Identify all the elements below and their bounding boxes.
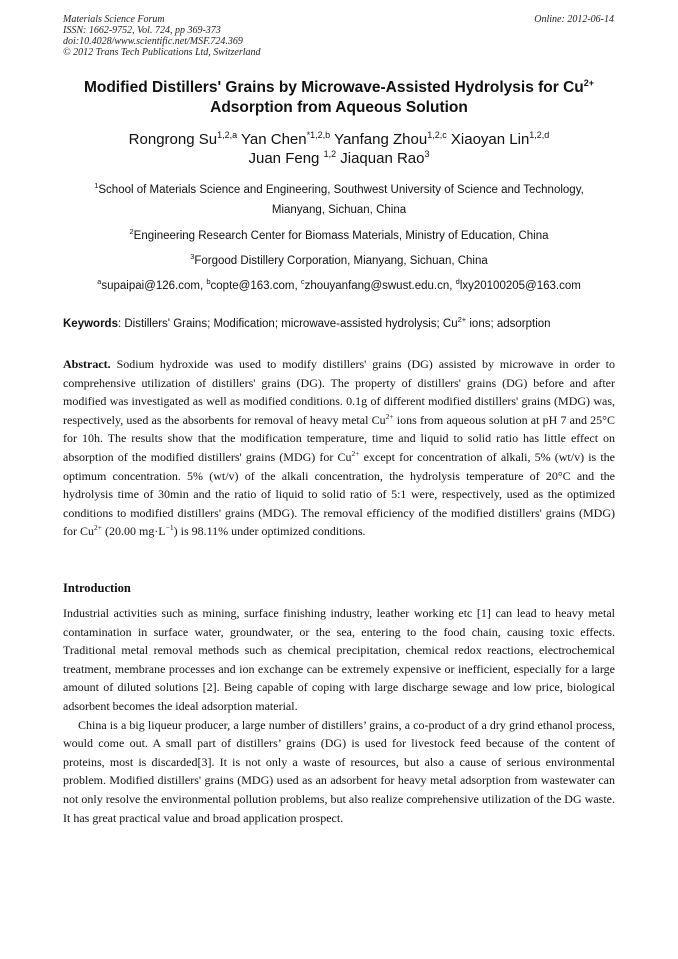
- section-heading-introduction: Introduction: [63, 581, 131, 595]
- copyright-line: © 2012 Trans Tech Publications Ltd, Switzerland: [63, 47, 261, 58]
- paragraph: Industrial activities such as mining, surface finishing industry, leather working etc [1] can lead to heavy metal contamination in surface water, groundwater, or the sea, entering to the food chain, causing toxic effects. Traditional metal removal methods such as chemical precipitation, chemical redox reactions, electrochemical treatment, membrane processes and ion exchange can be extremely expensive or inefficient, especially for a large amount of diluted solutions [2]. Being capable of coping with large discharge sewage and low price, biological adsorbent becomes the ideal adsorption material.: [63, 606, 615, 713]
- email-link[interactable]: supaipai@126.com,: [101, 280, 207, 292]
- doi-line: doi:10.4028/www.scientific.net/MSF.724.369: [63, 36, 243, 47]
- author: Yanfang Zhou$^{1,2,c}$: [334, 130, 447, 148]
- author: Yan Chen$^{*1,2,b}$: [241, 130, 331, 148]
- issn-line: ISSN: 1662-9752, Vol. 724, pp 369-373: [63, 25, 221, 36]
- affiliation-2: $^2$Engineering Research Center for Biomass Materials, Ministry of Education, China: [129, 227, 549, 242]
- journal-header: [63, 14, 261, 58]
- title-sup: 2+: [583, 78, 595, 88]
- keywords-label: Keywords: [63, 318, 118, 330]
- keywords: Keywords: Distillers' Grains; Modification; microwave-assisted hydrolysis; $Cu^{2+}$ ions; adsorption: [63, 315, 551, 330]
- author: Xiaoyan Lin$^{1,2,d}$: [450, 130, 550, 148]
- abstract-label: Abstract.: [63, 357, 111, 371]
- paragraph: China is a big liqueur producer, a large number of distillers’ grains, a co-product of a dry grind ethanol process, would come out. A small part of distillers’ grains (DG) is used for livestock feed because of the content of proteins, most is discarded[3]. It is not only a waste of resources, but also a cause of serious environmental problem. Modified distillers' grains (MDG) used as an adsorbent for heavy metal adsorption from wastewater can not only resolve the environmental pollution problems, but also realize comprehensive utilization of the DG waste. It has great practical value and broad application prospect.: [63, 717, 615, 825]
- email-link[interactable]: zhouyanfang@swust.edu.cn,: [304, 280, 456, 292]
- email-link[interactable]: lxy20100205@163.com: [459, 280, 581, 292]
- author-list: [40, 130, 638, 168]
- abstract: Abstract. Sodium hydroxide was used to modify distillers' grains (DG) assisted by microwave in order to comprehensive utilization of distillers' grains (DG). The property of distillers' grains (DG) before and after modified was investigated as well as modified conditions. 0.1g of different modified distillers' grains (MDG) was, respectively, used as the absorbents for removal of heavy metal $Cu^{2+}$ ions from aqueous solution at pH 7 and 25°C for 10h. The results show that the modification temperature, time and liquid to solid ratio has little effect on absorption of the modified distillers' grains (MDG) for $Cu^{2+}$ except for concentration of alkali, 5% (wt/v) is the optimum concentration. 5% (wt/v) of the alkali concentration, the hydrolysis temperature of 20°C and the hydrolysis time of 30min and the ratio of liquid to solid ratio of 5:1 were, respectively, used as the optimized conditions to modified distillers' grains (MDG). The removal efficiency of the modified distillers' grains (MDG) for $Cu^{2+}$ (20.00 $mg\cdot L^{-1}$) is 98.11% under optimized conditions.: [63, 357, 615, 539]
- online-date: Online: 2012-06-14: [534, 14, 614, 25]
- journal-name: Materials Science Forum: [63, 14, 165, 25]
- affiliation-1: $^1$School of Materials Science and Engineering, Southwest University of Science and Technology, Mianyang, Sichuan, China: [94, 181, 584, 216]
- email-list: $^a$supaipai@126.com, $^b$copte@163.com, $^c$zhouyanfang@swust.edu.cn, $^d$lxy20100205@163.com: [97, 277, 581, 292]
- author: Rongrong Su$^{1,2,a}$: [128, 130, 238, 148]
- paper-title: [40, 78, 638, 118]
- author: Jiaquan Rao$^3$: [340, 149, 430, 167]
- author: Juan Feng $^{1,2}$: [248, 149, 337, 167]
- email-link[interactable]: copte@163.com,: [210, 280, 301, 292]
- introduction-body: [63, 604, 615, 827]
- affiliation-3: $^3$Forgood Distillery Corporation, Mianyang, Sichuan, China: [190, 252, 488, 267]
- title-part1: Modified Distillers' Grains by Microwave-Assisted Hydrolysis for Cu: [83, 79, 584, 96]
- title-part2: Adsorption from Aqueous Solution: [210, 99, 468, 116]
